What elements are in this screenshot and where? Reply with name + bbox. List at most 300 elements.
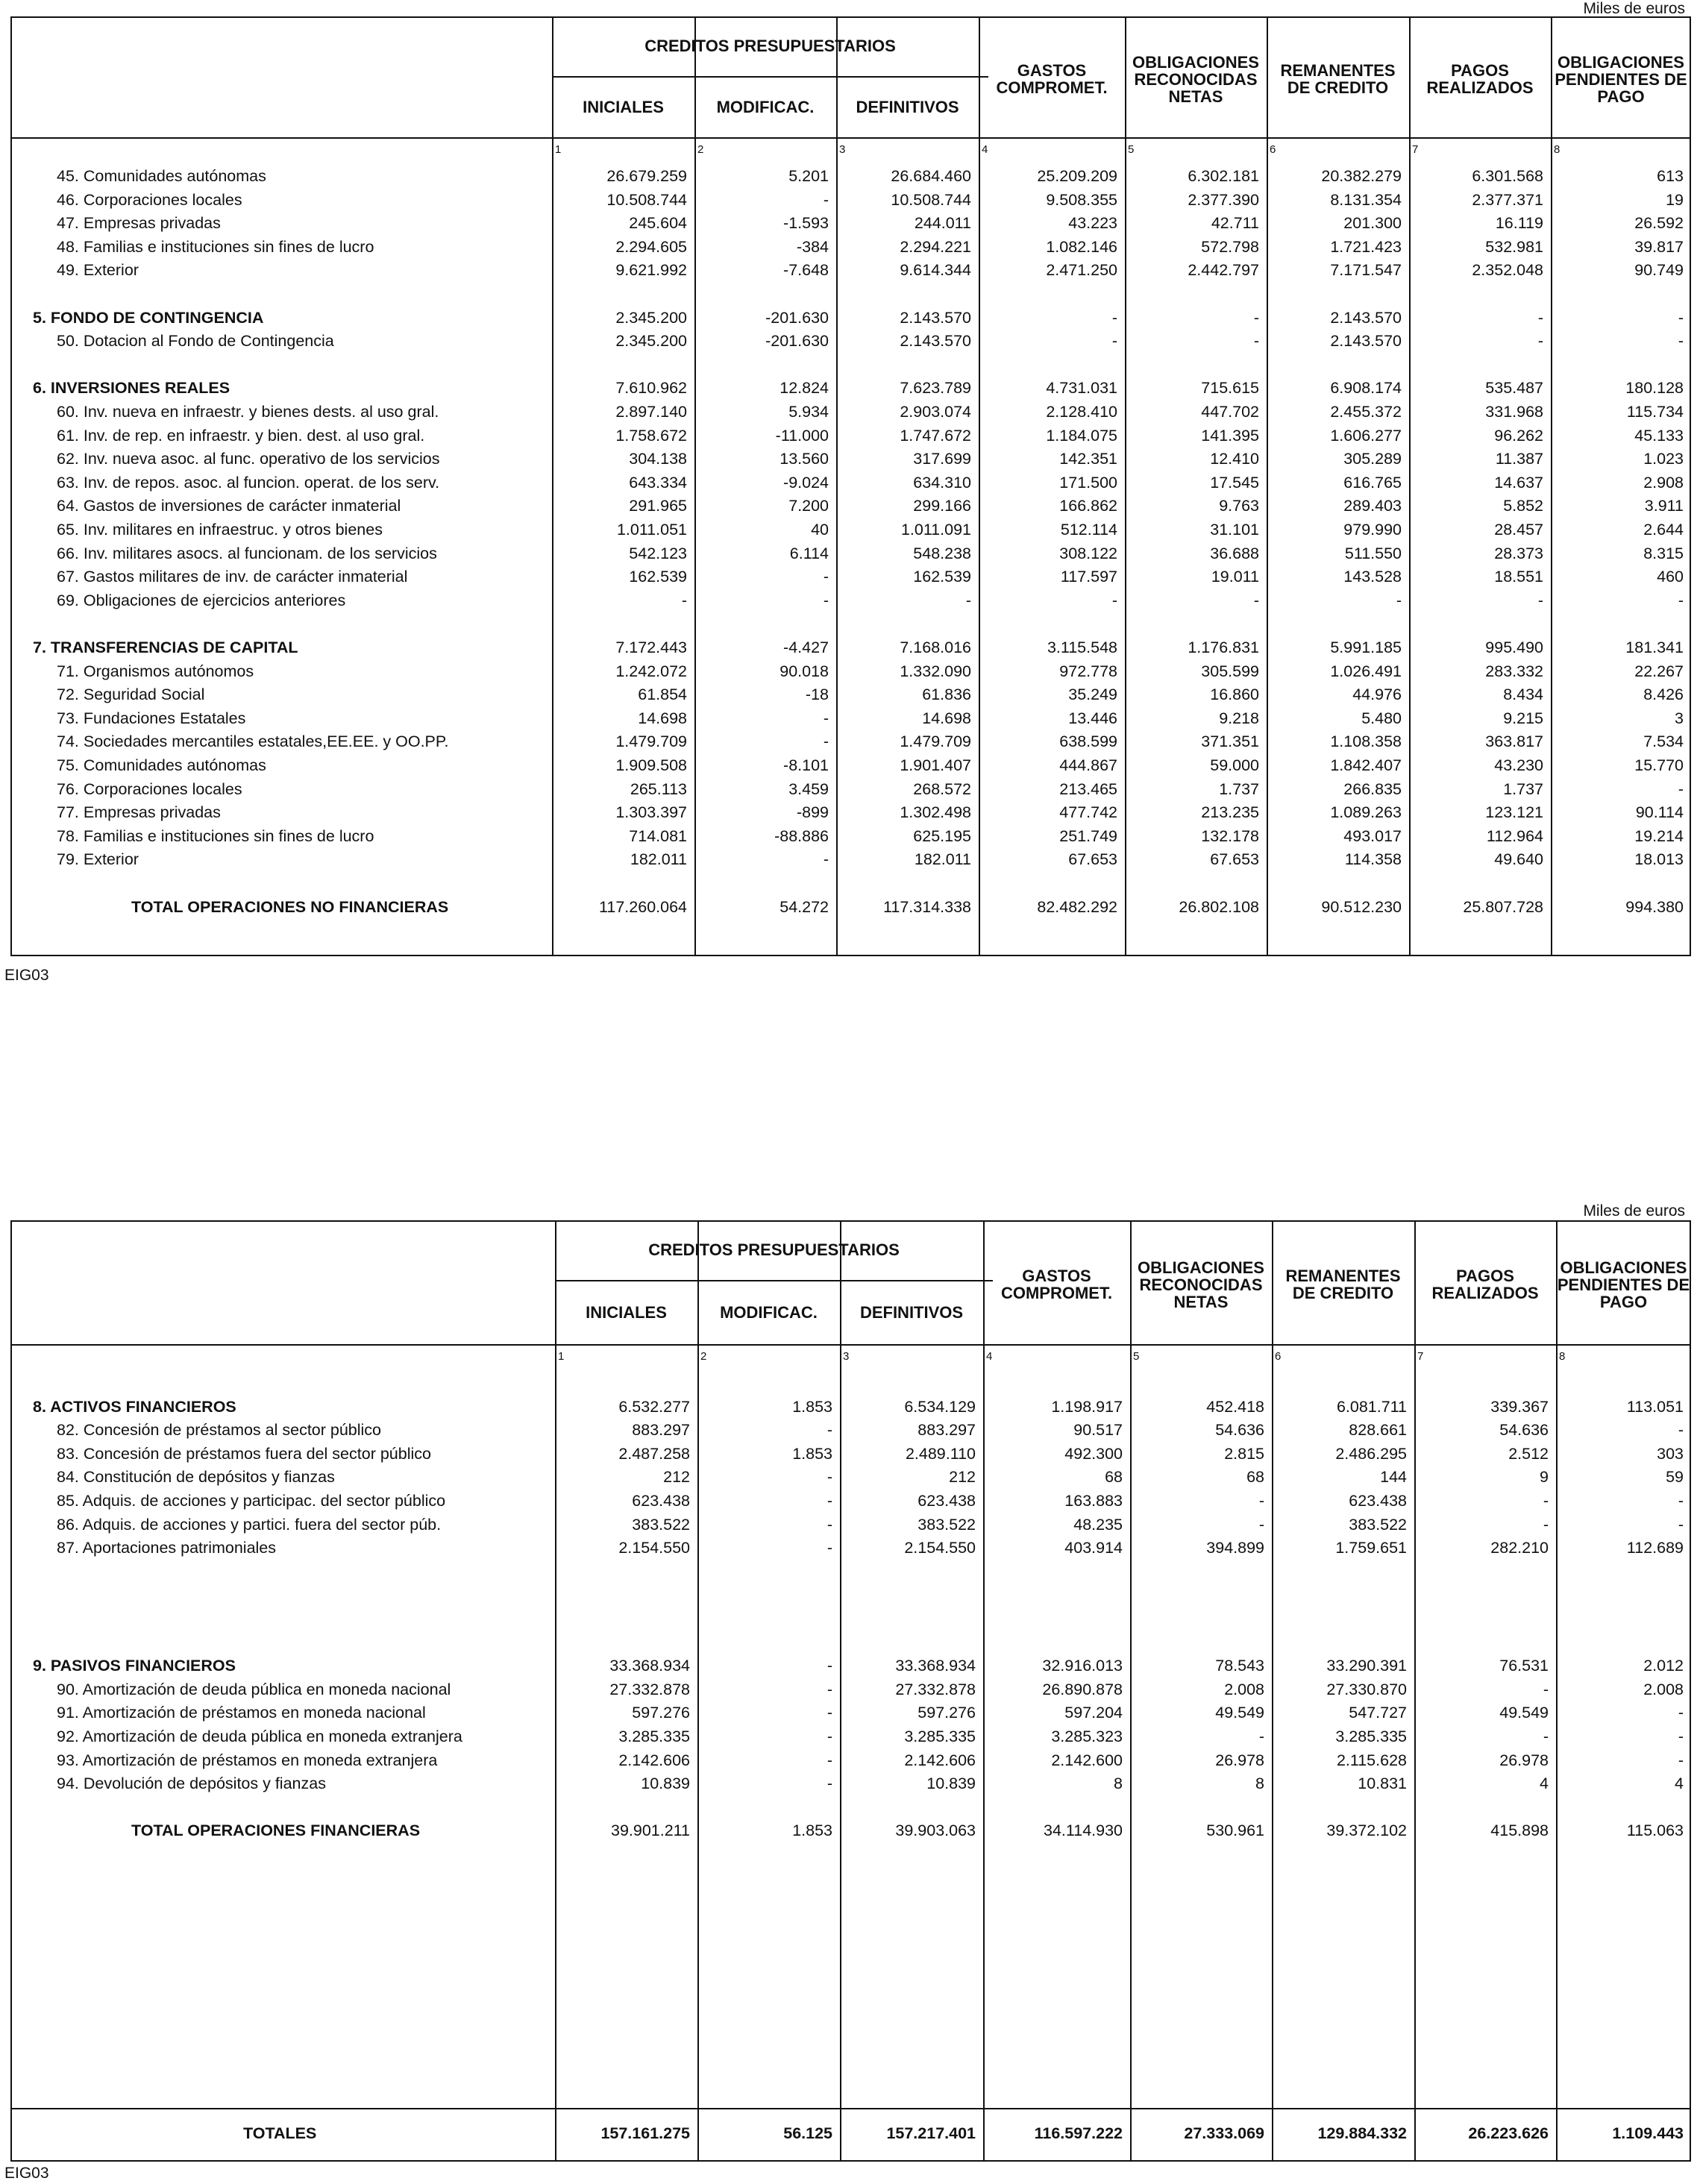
cell-value: 460 xyxy=(1657,568,1684,586)
cell-value: 22.267 xyxy=(1634,662,1684,680)
cell-value: 27.333.069 xyxy=(1184,2124,1264,2142)
cell-value: 1.302.498 xyxy=(900,803,971,822)
table-row xyxy=(12,1678,1690,1701)
row-label: 45. Comunidades autónomas xyxy=(57,167,266,185)
cell-value: 2.455.372 xyxy=(1330,403,1402,421)
cell-value: 13.446 xyxy=(1068,709,1117,727)
table-row xyxy=(12,1536,1690,1560)
row-label: 66. Inv. militares asocs. al funcionam. de los servicios xyxy=(57,544,437,562)
cell-value: 112.964 xyxy=(1486,826,1543,845)
row-label: 86. Adquis. de acciones y partici. fuera del sector púb. xyxy=(57,1515,442,1534)
group-divider xyxy=(552,76,988,78)
cell-value: 883.297 xyxy=(632,1421,690,1440)
cell-value: 26.684.460 xyxy=(891,167,971,185)
cell-value: 597.204 xyxy=(1064,1704,1123,1722)
cell-value: 43.223 xyxy=(1068,214,1117,233)
cell-value: 3 xyxy=(1675,709,1684,727)
cell-value: 10.831 xyxy=(1358,1775,1407,1793)
table-row xyxy=(12,1465,1690,1489)
table-row xyxy=(12,729,1690,753)
cell-value: 40 xyxy=(811,521,829,539)
cell-value: 9.621.992 xyxy=(615,261,687,280)
column-header: MODIFICAC. xyxy=(720,1303,818,1322)
cell-value: 3.285.335 xyxy=(618,1728,690,1745)
cell-value: 2.486.295 xyxy=(1335,1444,1407,1463)
cell-value: 1.026.491 xyxy=(1330,662,1402,680)
row-label: 8. ACTIVOS FINANCIEROS xyxy=(33,1397,236,1416)
cell-value: 9.614.344 xyxy=(900,261,971,280)
cell-value: 383.522 xyxy=(632,1515,690,1534)
cell-value: - xyxy=(826,1728,832,1745)
cell-value: -201.630 xyxy=(765,308,829,327)
table-row xyxy=(12,1772,1690,1795)
cell-value: 1.853 xyxy=(792,1821,832,1840)
cell-value: 995.490 xyxy=(1485,638,1543,656)
cell-value: 28.457 xyxy=(1494,521,1543,539)
cell-value: - xyxy=(681,591,687,609)
cell-value: 12.824 xyxy=(780,379,829,398)
cell-value: 26.592 xyxy=(1634,214,1684,233)
cell-value: 56.125 xyxy=(783,2124,832,2142)
column-number: 4 xyxy=(986,1350,993,1363)
column-header: REMANENTES DE CREDITO xyxy=(1285,1267,1401,1302)
cell-value: - xyxy=(1543,1728,1549,1745)
units-label: Miles de euros xyxy=(1583,0,1685,17)
column-header: OBLIGACIONES PENDIENTES DE PAGO xyxy=(1555,52,1687,106)
cell-value: 1.082.146 xyxy=(1046,237,1117,256)
cell-value: 2.644 xyxy=(1643,521,1684,539)
cell-value: - xyxy=(1678,1728,1684,1745)
cell-value: 201.300 xyxy=(1343,214,1402,233)
cell-value: 10.508.744 xyxy=(606,190,687,209)
row-label: 83. Concesión de préstamos fuera del sector público xyxy=(57,1444,431,1463)
units-label: Miles de euros xyxy=(1583,1202,1685,1220)
cell-value: 1.901.407 xyxy=(900,756,971,774)
cell-value: 535.487 xyxy=(1485,379,1543,398)
cell-value: 10.839 xyxy=(641,1775,690,1793)
cell-value: - xyxy=(826,1468,832,1487)
cell-value: 14.698 xyxy=(638,709,687,727)
table-row xyxy=(12,682,1690,706)
cell-value: - xyxy=(826,1539,832,1557)
cell-value: 7.172.443 xyxy=(615,638,687,656)
cell-value: 547.727 xyxy=(1349,1704,1407,1722)
column-header: INICIALES xyxy=(583,98,664,116)
cell-value: 2.142.606 xyxy=(904,1751,976,1769)
cell-value: - xyxy=(1253,308,1259,327)
row-label: TOTAL OPERACIONES NO FINANCIERAS xyxy=(131,897,449,916)
cell-value: 19.011 xyxy=(1211,568,1259,586)
cell-value: - xyxy=(1396,591,1402,609)
cell-value: 299.166 xyxy=(913,497,971,515)
total-row xyxy=(12,1819,1690,1842)
cell-value: 26.978 xyxy=(1215,1751,1264,1769)
cell-value: 291.965 xyxy=(629,497,687,515)
cell-value: 1.176.831 xyxy=(1188,638,1259,656)
cell-value: 2.154.550 xyxy=(618,1539,690,1557)
cell-value: 9.218 xyxy=(1219,709,1259,727)
cell-value: 2.143.570 xyxy=(1330,308,1402,327)
cell-value: 117.260.064 xyxy=(599,897,687,916)
cell-value: 5.201 xyxy=(788,167,829,185)
table-row xyxy=(12,847,1690,871)
table-row xyxy=(12,424,1690,448)
cell-value: 2.143.570 xyxy=(900,332,971,351)
cell-value: 548.238 xyxy=(913,544,971,562)
cell-value: 90.018 xyxy=(780,662,829,680)
cell-value: 78.543 xyxy=(1215,1657,1264,1675)
table-row xyxy=(12,753,1690,777)
cell-value: 251.749 xyxy=(1059,826,1117,845)
cell-value: 12.410 xyxy=(1210,450,1259,468)
table-row xyxy=(12,400,1690,424)
cell-value: 266.835 xyxy=(1343,779,1402,798)
cell-value: 6.301.568 xyxy=(1472,167,1543,185)
row-label: 64. Gastos de inversiones de carácter inmaterial xyxy=(57,497,401,515)
cell-value: 11.387 xyxy=(1495,450,1543,468)
cell-value: - xyxy=(1537,308,1543,327)
cell-value: - xyxy=(1678,1492,1684,1510)
column-header: OBLIGACIONES RECONOCIDAS NETAS xyxy=(1132,52,1259,106)
row-label: 69. Obligaciones de ejercicios anteriores xyxy=(57,591,346,609)
cell-value: 16.119 xyxy=(1495,214,1543,233)
cell-value: 1.737 xyxy=(1219,779,1259,798)
cell-value: 28.373 xyxy=(1494,544,1543,562)
row-label: 50. Dotacion al Fondo de Contingencia xyxy=(57,332,334,351)
cell-value: 1.332.090 xyxy=(900,662,971,680)
cell-value: 2.377.371 xyxy=(1472,190,1543,209)
cell-value: 444.867 xyxy=(1059,756,1117,774)
cell-value: 10.508.744 xyxy=(891,190,971,209)
cell-value: 714.081 xyxy=(629,826,687,845)
cell-value: - xyxy=(1253,332,1259,351)
cell-value: 171.500 xyxy=(1059,473,1117,492)
row-label: 63. Inv. de repos. asoc. al funcion. operat. de los serv. xyxy=(57,473,440,492)
cell-value: -18 xyxy=(805,685,829,704)
cell-value: 6.908.174 xyxy=(1330,379,1402,398)
row-label: 5. FONDO DE CONTINGENCIA xyxy=(33,308,264,327)
column-header: OBLIGACIONES PENDIENTES DE PAGO xyxy=(1557,1258,1690,1311)
cell-value: 1.606.277 xyxy=(1330,426,1402,445)
table-row xyxy=(12,800,1690,824)
cell-value: 123.121 xyxy=(1485,803,1543,822)
cell-value: 59 xyxy=(1666,1468,1684,1487)
chapter-row xyxy=(12,1654,1690,1678)
cell-value: 5.991.185 xyxy=(1330,638,1402,656)
cell-value: - xyxy=(823,591,829,609)
cell-value: 90.749 xyxy=(1634,261,1684,280)
cell-value: 623.438 xyxy=(1349,1492,1407,1510)
cell-value: 68 xyxy=(1246,1468,1264,1487)
cell-value: 9 xyxy=(1540,1468,1549,1487)
cell-value: - xyxy=(1258,1515,1264,1534)
cell-value: 114.358 xyxy=(1344,850,1402,869)
cell-value: 26.890.878 xyxy=(1042,1680,1123,1698)
footer-ref: EIG03 xyxy=(4,2165,49,2182)
cell-value: 36.688 xyxy=(1210,544,1259,562)
cell-value: 43.230 xyxy=(1494,756,1543,774)
cell-value: 26.802.108 xyxy=(1179,897,1259,916)
cell-value: - xyxy=(1543,1492,1549,1510)
column-number: 3 xyxy=(839,143,846,156)
cell-value: 1.108.358 xyxy=(1330,732,1402,751)
cell-value: 2.128.410 xyxy=(1046,403,1117,421)
cell-value: 182.011 xyxy=(914,850,971,869)
table-row xyxy=(12,1442,1690,1466)
cell-value: 39.372.102 xyxy=(1326,1821,1407,1840)
table-row xyxy=(12,706,1690,730)
cell-value: 7.200 xyxy=(788,497,829,515)
cell-value: -88.886 xyxy=(774,826,829,845)
cell-value: 623.438 xyxy=(917,1492,976,1510)
cell-value: - xyxy=(1678,1515,1684,1534)
cell-value: 3.459 xyxy=(788,779,829,798)
cell-value: - xyxy=(1253,591,1259,609)
cell-value: - xyxy=(823,190,829,209)
table-row xyxy=(12,235,1690,259)
cell-value: - xyxy=(823,732,829,751)
column-header: INICIALES xyxy=(586,1303,667,1322)
column-header: GASTOS COMPROMET. xyxy=(996,61,1108,97)
column-header: OBLIGACIONES RECONOCIDAS NETAS xyxy=(1138,1258,1264,1311)
cell-value: 2.908 xyxy=(1643,473,1684,492)
cell-value: 67.653 xyxy=(1068,850,1117,869)
cell-value: 530.961 xyxy=(1206,1821,1264,1840)
cell-value: 4.731.031 xyxy=(1046,379,1117,398)
cell-value: 212 xyxy=(949,1468,976,1487)
cell-value: 5.852 xyxy=(1503,497,1543,515)
cell-value: - xyxy=(1678,779,1684,798)
grand-total-row xyxy=(12,2121,1690,2145)
row-label: 7. TRANSFERENCIAS DE CAPITAL xyxy=(33,638,298,656)
cell-value: 394.899 xyxy=(1206,1539,1264,1557)
chapter-row xyxy=(12,376,1690,400)
cell-value: - xyxy=(826,1704,832,1722)
row-label: 92. Amortización de deuda pública en moneda extranjera xyxy=(57,1728,462,1745)
cell-value: 371.351 xyxy=(1201,732,1259,751)
chapter-row xyxy=(12,1395,1690,1419)
column-number: 6 xyxy=(1270,143,1276,156)
column-header: PAGOS REALIZADOS xyxy=(1426,61,1534,97)
column-header: GASTOS COMPROMET. xyxy=(1000,1267,1113,1302)
cell-value: 9.215 xyxy=(1503,709,1543,727)
chapter-row xyxy=(12,306,1690,330)
cell-value: 90.512.230 xyxy=(1321,897,1402,916)
cell-value: 493.017 xyxy=(1343,826,1402,845)
cell-value: 8.131.354 xyxy=(1330,190,1402,209)
cell-value: 477.742 xyxy=(1059,803,1117,822)
cell-value: 492.300 xyxy=(1064,1444,1123,1463)
cell-value: 8.315 xyxy=(1643,544,1684,562)
cell-value: - xyxy=(1537,591,1543,609)
cell-value: 166.862 xyxy=(1059,497,1117,515)
cell-value: - xyxy=(826,1515,832,1534)
cell-value: 163.883 xyxy=(1064,1492,1123,1510)
cell-value: 34.114.930 xyxy=(1043,1821,1123,1840)
cell-value: - xyxy=(826,1421,832,1440)
column-number: 5 xyxy=(1133,1350,1140,1363)
table-row xyxy=(12,1489,1690,1513)
table-row xyxy=(12,1748,1690,1772)
cell-value: 32.916.013 xyxy=(1042,1657,1123,1675)
row-label: 77. Empresas privadas xyxy=(57,803,221,822)
cell-value: 6.532.277 xyxy=(618,1397,690,1416)
column-number: 7 xyxy=(1412,143,1419,156)
cell-value: 27.332.878 xyxy=(609,1680,690,1698)
budget-table-2 xyxy=(10,1220,1691,2162)
cell-value: 212 xyxy=(663,1468,690,1487)
cell-value: 181.341 xyxy=(1625,638,1684,656)
cell-value: 715.615 xyxy=(1201,379,1259,398)
row-label: 46. Corporaciones locales xyxy=(57,190,242,209)
column-number: 3 xyxy=(843,1350,850,1363)
cell-value: 512.114 xyxy=(1060,521,1117,539)
table-row xyxy=(12,589,1690,612)
cell-value: -9.024 xyxy=(783,473,829,492)
header-divider xyxy=(12,137,1690,139)
table-row xyxy=(12,518,1690,542)
column-header: REMANENTES DE CREDITO xyxy=(1280,61,1396,97)
cell-value: -1.593 xyxy=(783,214,829,233)
cell-value: 8 xyxy=(1114,1775,1123,1793)
cell-value: - xyxy=(1111,332,1117,351)
row-label: 73. Fundaciones Estatales xyxy=(57,709,246,727)
cell-value: 245.604 xyxy=(629,214,687,233)
cell-value: 9.508.355 xyxy=(1046,190,1117,209)
cell-value: 828.661 xyxy=(1349,1421,1407,1440)
cell-value: 4 xyxy=(1540,1775,1549,1793)
row-label: 90. Amortización de deuda pública en moneda nacional xyxy=(57,1680,451,1698)
cell-value: 115.734 xyxy=(1626,403,1684,421)
cell-value: 129.884.332 xyxy=(1317,2124,1407,2142)
cell-value: 8.426 xyxy=(1643,685,1684,704)
cell-value: 115.063 xyxy=(1626,1821,1684,1840)
cell-value: 2.512 xyxy=(1508,1444,1549,1463)
row-label: 65. Inv. militares en infraestruc. y otros bienes xyxy=(57,521,383,539)
table-row xyxy=(12,188,1690,212)
row-label: 6. INVERSIONES REALES xyxy=(33,379,230,398)
cell-value: 35.249 xyxy=(1068,685,1117,704)
totals-divider xyxy=(12,2108,1690,2109)
cell-value: 26.679.259 xyxy=(606,167,687,185)
cell-value: 6.081.711 xyxy=(1336,1397,1407,1416)
column-number: 7 xyxy=(1417,1350,1424,1363)
cell-value: 383.522 xyxy=(1349,1515,1407,1534)
cell-value: 143.528 xyxy=(1343,568,1402,586)
cell-value: 90.114 xyxy=(1635,803,1684,822)
cell-value: 1.011.051 xyxy=(616,521,687,539)
cell-value: -11.000 xyxy=(775,426,829,445)
table-row xyxy=(12,211,1690,235)
cell-value: 1.198.917 xyxy=(1051,1397,1123,1416)
column-number: 1 xyxy=(555,143,562,156)
cell-value: 1.721.423 xyxy=(1330,237,1402,256)
cell-value: 638.599 xyxy=(1059,732,1117,751)
cell-value: 1.842.407 xyxy=(1330,756,1402,774)
cell-value: 33.368.934 xyxy=(895,1657,976,1675)
cell-value: 7.623.789 xyxy=(900,379,971,398)
cell-value: - xyxy=(1678,332,1684,351)
cell-value: 403.914 xyxy=(1064,1539,1123,1557)
row-label: 67. Gastos militares de inv. de carácter inmaterial xyxy=(57,568,408,586)
cell-value: 96.262 xyxy=(1494,426,1543,445)
cell-value: 3.911 xyxy=(1644,497,1684,515)
cell-value: 634.310 xyxy=(913,473,971,492)
row-label: 61. Inv. de rep. en infraestr. y bien. dest. al uso gral. xyxy=(57,426,425,445)
cell-value: -8.101 xyxy=(783,756,829,774)
table-row xyxy=(12,824,1690,848)
cell-value: 5.934 xyxy=(788,403,829,421)
table-row xyxy=(12,1701,1690,1725)
cell-value: 8 xyxy=(1255,1775,1264,1793)
cell-value: 14.698 xyxy=(922,709,971,727)
cell-value: 972.778 xyxy=(1059,662,1117,680)
column-number: 6 xyxy=(1275,1350,1282,1363)
cell-value: 1.909.508 xyxy=(615,756,687,774)
column-header: PAGOS REALIZADOS xyxy=(1431,1267,1539,1302)
cell-value: - xyxy=(826,1775,832,1793)
cell-value: 54.636 xyxy=(1499,1421,1549,1440)
cell-value: 623.438 xyxy=(632,1492,690,1510)
chapter-row xyxy=(12,636,1690,659)
cell-value: 7.610.962 xyxy=(615,379,687,398)
cell-value: 90.517 xyxy=(1073,1421,1123,1440)
column-number: 8 xyxy=(1559,1350,1566,1363)
cell-value: 1.109.443 xyxy=(1612,2124,1684,2142)
row-label: TOTALES xyxy=(243,2124,317,2142)
cell-value: 1.479.709 xyxy=(615,732,687,751)
cell-value: 26.978 xyxy=(1499,1751,1549,1769)
cell-value: 303 xyxy=(1657,1444,1684,1463)
cell-value: 2.143.570 xyxy=(1330,332,1402,351)
row-label: 85. Adquis. de acciones y participac. del sector público xyxy=(57,1492,446,1510)
cell-value: 117.314.338 xyxy=(883,897,971,916)
row-label: 75. Comunidades autónomas xyxy=(57,756,266,774)
cell-value: 2.008 xyxy=(1643,1680,1684,1698)
cell-value: 643.334 xyxy=(629,473,687,492)
cell-value: 1.737 xyxy=(1503,779,1543,798)
cell-value: 363.817 xyxy=(1485,732,1543,751)
cell-value: - xyxy=(1678,308,1684,327)
cell-value: 2.143.570 xyxy=(900,308,971,327)
cell-value: 27.332.878 xyxy=(895,1680,976,1698)
cell-value: 1.758.672 xyxy=(615,426,687,445)
row-label: 84. Constitución de depósitos y fianzas xyxy=(57,1468,335,1487)
cell-value: - xyxy=(1111,591,1117,609)
cell-value: 113.051 xyxy=(1626,1397,1684,1416)
cell-value: 2.489.110 xyxy=(905,1444,976,1463)
table-row xyxy=(12,542,1690,565)
table-row xyxy=(12,1418,1690,1442)
cell-value: 59.000 xyxy=(1210,756,1259,774)
cell-value: 2.897.140 xyxy=(615,403,687,421)
cell-value: 18.551 xyxy=(1494,568,1543,586)
cell-value: 2.471.250 xyxy=(1046,261,1117,280)
cell-value: 339.367 xyxy=(1490,1397,1549,1416)
cell-value: 182.011 xyxy=(630,850,687,869)
cell-value: 67.653 xyxy=(1210,850,1259,869)
column-number: 8 xyxy=(1554,143,1560,156)
cell-value: 116.597.222 xyxy=(1034,2124,1123,2142)
cell-value: 42.711 xyxy=(1211,214,1259,233)
header-divider xyxy=(12,1344,1690,1346)
group-header: CREDITOS PRESUPUESTARIOS xyxy=(644,37,896,55)
row-label: 82. Concesión de préstamos al sector público xyxy=(57,1421,382,1440)
cell-value: 157.161.275 xyxy=(600,2124,690,2142)
row-label: 93. Amortización de préstamos en moneda extranjera xyxy=(57,1751,438,1769)
cell-value: 415.898 xyxy=(1490,1821,1549,1840)
cell-value: 3.115.548 xyxy=(1047,638,1117,656)
